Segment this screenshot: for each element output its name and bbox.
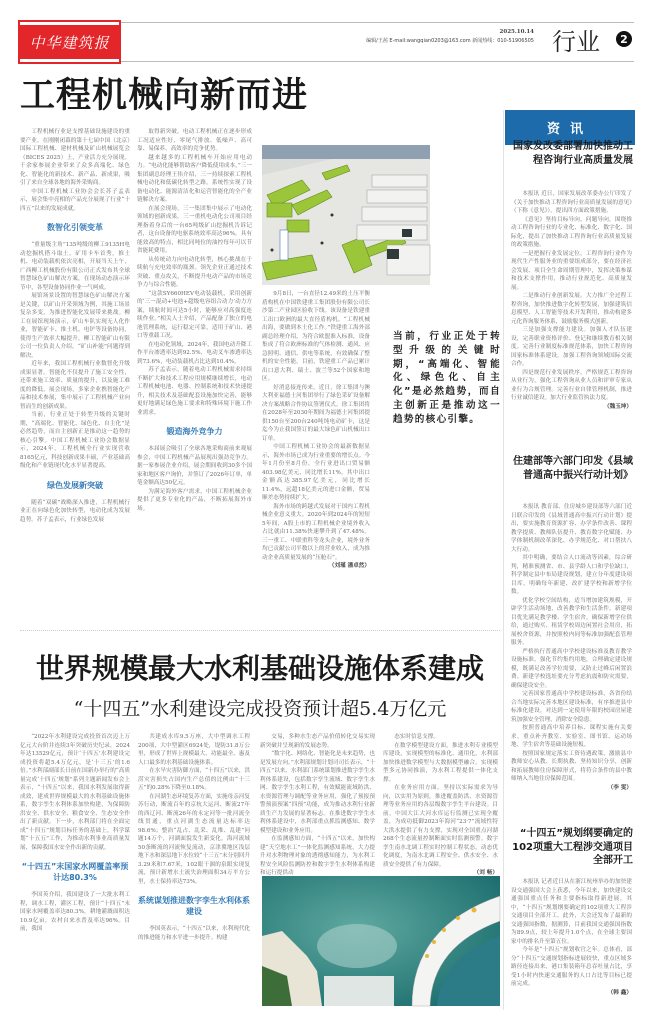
paragraph: 《意见》坚持目标导向、问题导向，围绕推动工程咨询行业的专业化、标准化、数字化、国际化，提出了加快推动工程咨询行业高质量发展的政策措施。 [511, 216, 632, 248]
article2-col1 [20, 733, 130, 1013]
article2-col4 [383, 733, 498, 876]
article2-headline: 世界规模最大水利基础设施体系建成 [35, 652, 484, 685]
expo-excavators-photo [262, 145, 430, 285]
subheading: 绿色发展新突破 [47, 480, 103, 490]
paragraph: 在数学模型建设方面，推进水利专业模型库建设，实现模型的标准化、通用化，水利部加快推进数学模型与大数据模型融合，实现模型多元协同推演，为水利工程提供一体化支撑。 [383, 742, 498, 783]
paragraph: 近年来，我国工程机械行业数智化升级成果显著。智能化不仅提升了施工安全性，还带来施工效率、质量的提升，以及施工难度的降低。展会现场，多家企业携智能化产品和技术参展，集中展示了工程机械产业向智而生的创新成果。 [20, 361, 130, 410]
paragraph: 态实时信息支撑。 [394, 734, 439, 740]
byline: （李 雯） [607, 784, 632, 791]
paragraph: 海外市场的跨越式发展对于国内工程机械企业意义重大。2020年到2024年的短短5年间，A股上市的工程机械企业境外收入占比就由11.38%快速攀升到了47.48%。三一重工、中联重科等龙头企业，境外业务均已贡献公司半数以上的营业收入，成为推动企业高质量发展的“压舱石”。 [262, 503, 370, 561]
paragraph: 今年是“十四五”规划收官之年。总体看，部分“十四五”交通规划指标进展较快，重点区域多路径连接出来，港口集装箱年总吞吐量占比，享受1小时内快速交通服务的人口占比等目标已提前完成。 [511, 947, 632, 987]
logo-text: 中华建筑报 [29, 33, 110, 52]
paragraph: 交易，多种水生态产品价值转化交易实现新突破并呈现新的发展态势。 [260, 734, 375, 749]
paragraph: 在监测感知方面，“十四五”以来，加快构建“天空地水工”一体化监测感知系统，大力提升对水利物理对象的透彻感知能力，为水利工程安全风险监测防控和数字孪生水利体系构建和运行提供动 [260, 836, 375, 876]
paragraph: 李国英表示，“十四五”以来，水利现代化的推进能力和水平进一步提升。构建 [138, 926, 251, 941]
paragraph: 四是规范行业发展秩序。严格规范工程咨询从业行为，强化工程咨询从业人员和评审专家从业行为合规管理。完善行业自律管理机制，推进行业诚信建设。加大行业监管执法力度。 [511, 369, 632, 401]
news-body [511, 190, 632, 430]
paragraph: 按照普通高中培养目标、课程实施有关要求，重点补齐教室、实验室、图书馆、运动场地、学生宿舍等基础设施短板。 [511, 725, 632, 748]
article-divider [20, 630, 500, 631]
paragraph: 展馆场景设置的智慧绿色矿山解决方案是关键，以矿山开采领域为例，其施工场景复杂多变，为推进智能化发展带来挑战。柳工在展馆现场演示，矿山车队实现无人化作业，智能矿卡、推土机、电铲等设备协同，使得生产效率大幅提升。柳工智能矿山有限公司一位负责人介绍，“矿山补能”问题得到解决。 [20, 293, 130, 359]
paragraph: 在河湖生态环境复苏方面，实施母亲河复苏行动，断流百年的京杭大运河、断流27年的西辽河、断流26年的永定河等一批河流全线贯通，重点河湖生态流量达标率达98.6%；整治“乱占、乱采、乱堆、乱建”问题14万个，河湖面貌发生新变化。海河流域50条断流的河流恢复流动，京津冀地区浅层地下水和深层地下水位较“十三五”末分别回升3.29米和7.67米，102眼干涸的泉眼实现复流，预计新增水土流失治理面积34万平方公里，水土保持率达73%。 [138, 793, 251, 885]
paragraph: 优化学校空间结构，适当增加建筑规模，开辟学生活动场地，改善教学和生活条件。新建项目优先满足教学楼、学生宿舍，确保新增学位供给，通过购买、租赁学校周边闲置社会用房，拓展校舍资源，并按照校内同等标准加强配套管理服务。 [511, 597, 632, 646]
paragraph: 本报讯 近日，国家发展改革委办公厅印发了《关于加快推动工程咨询行业高质量发展的意见》（下称《意见》），提出四方面政策措施。 [511, 191, 632, 214]
article1-col3 [262, 290, 370, 625]
paragraph: 9月8日，一台直径12.49米的土压平衡盾构机在中国铁建重工集团股份有限公司长沙第二产业园区验收下线。该设备是铁建重工出口欧洲的最大直径盾构机。“工程机械出海，要做到本土化工作。”铁建重工海外部副总经理介绍，为符合欧盟准入标准，设备集成了符合欧洲标准的气体检测、通风、应急照明、通信、供电等系统，有效确保了整机的安全性能。目前，铁建重工产品已累计出口意大利、瑞士、波兰等52个国家和地区。 [262, 291, 370, 382]
issue-date: 2025.10.14 [499, 29, 534, 35]
paragraph: 随着“双碳”战略深入推进，工程机械行业正在向绿色化加快转型，电动化成为发展趋势。苏子孟表示，行业绿色发展 [20, 499, 130, 523]
paragraph: 完善国家普通高中学校建设标准，各省份结合当地实际完善本地区建设标准，有序推进县中标准化建设。对达到一定使用年限的校园房屋建筑加强安全管理，消除安全隐患。 [511, 691, 632, 723]
dam-aerial-photo [262, 876, 500, 1006]
paragraph: 工程机械行业是支撑基础设施建设的重要产业。在刚刚闭幕的第十七届中国（北京）国际工程机械、建材机械及矿山机械展览会（BICES 2025）上，产业活力充分展现。千余家参展企业带来了众多高端化、绿色化、智能化的新技术、新产品、新成果，吸引了来自全球各地的海外采购商。 [20, 129, 130, 186]
paragraph: 在电动化领域，2024年，我国电动升降工作平台渗透率达到92.5%，电动叉车渗透率达到73.6%，电动装载机占比达到10.4%。 [137, 341, 252, 365]
article2-col2 [138, 733, 250, 1013]
news-body [511, 503, 632, 818]
byline: （魏玉坤） [604, 403, 632, 410]
article2-subheadline: “十四五”水利建设完成投资预计超5.4万亿元 [73, 698, 447, 720]
paragraph: 越来越多的工程机械车开始应用电动力。“电动化能够帮助客户降低使用成本，”三一集团副总经理王伟介绍，三一持续探索工程机械电动化和低碳化转型之路，系统性实现了设备电动化、能源清洁化和运营智能化的全产业链解决方案。 [137, 154, 252, 203]
article2-col3 [260, 733, 375, 876]
paragraph: 共建成水库9.5万座，大中型调水工程200项，大中型灌区6924处，堤防31.8万公里，形成了世界上规模最大、功能最全、惠及人口最多的水利基础设施体系。 [138, 734, 250, 766]
paragraph: “这款SY660HEV电动装载机，采用创新的‘三一混动+电池+超级电容组合动力’动力方案，续航时间可达5小时，能够应对高强度连续作业。”相关人士介绍，产品配备了独立的电池管理系统，运行稳定可靠，适用于矿山、港口等重载工况。 [137, 290, 252, 339]
paragraph: 当前，行业正处于转型升级的关键时期，“高端化、智能化、绿色化、自主化”是必然趋势，而自主创新正是推动这一趋势的核心引擎。中国工程机械工业协会数据显示，2024年，工程机械全行业实现营收8165亿元，科技创新成果丰硕，产业基础高级化和产业链现代化水平显著提高。 [20, 412, 130, 469]
paragraph: 本报讯 记者近日从在浙江杭州举办的加快建设交通强国大会上获悉，今年以来，加快建设交通强国重点任务和主要指标取得新进展，其中，“十四五”规划纲要确定的102项重大工程涉交通项目全部开工。此外，大会还发布了最新的交通强国指数，据测算，目前我国交通强国指数为89.9点，较上年提升1.0个点，在全球主要国家中的排名升至第五位。 [511, 879, 632, 945]
news-body [511, 878, 632, 1013]
news-title: “十四五”规划纲要确定的102项重大工程涉交通项目全部开工 [512, 828, 633, 866]
paragraph: 李国英介绍，我国建设了一大批水利工程，调水工程，灌区工程，预计“十四五”末国家水网覆盖率达80.3%，耕地灌溉面积达10.9亿亩，农村自来水普及率达96%。目前，我国 [20, 892, 130, 932]
sidebar-header: 资讯 [505, 110, 635, 145]
news-title: 住建部等六部门印发《县域普通高中振兴行动计划》 [513, 456, 633, 481]
article1-headline: 工程机械向新而进 [20, 76, 309, 116]
paragraph: 在水旱灾害防御方面，“十四五”以来，洪涝灾害损失占国内生产总值的比例由“十三五”的0.28%下降至0.18%。 [138, 768, 251, 791]
paragraph: 严格执行普通高中学校建设标准及教育教学设施标准，强化节约集约用地，合理确定建设规模，既满足改善学位需要，又防止过峰后闲置浪费。新建学校选址要充分考虑抗震和防灾需要，确保建设安全。 [511, 648, 632, 689]
editor-line: 编辑/王茜 E-mail:wangqian0203@163.com 新闻热线：010-51906505 [366, 38, 534, 44]
article1-col2 [137, 128, 252, 625]
byline: （刘瑾 潘卓然） [328, 563, 370, 569]
paragraph: 在展会现场，三一集团集中展示了电动化领域的创新成果。三一重机电动化公司项目经理指着身后的一台65吨级矿山挖掘机告诉记者，这台设备的电驱系统效率高达96%，具有能效高的特点，相比同吨位的油控每年可以节省能耗费用。 [137, 205, 252, 254]
subheading: “十四五”末国家水网覆盖率预计达80.3% [21, 862, 129, 882]
paragraph: 其中明确，要结合人口流动等因素，综合研判，精准预测省、市、县学龄人口和学位缺口，科学制定县中布局建设规划，建立分年度建设项目库，明确每年新建、改扩建学校和新增学位数。 [511, 555, 632, 595]
header-meta [366, 28, 534, 46]
paragraph: “2022年水利建设完成投资首次迈上万亿元大台阶并连续3年突破历史纪录，2024年达13529亿元，预计‘十四五’水利建设完成投资将超5.4万亿元，是‘十三五’的1.6倍。”水利部副部长日前在国新办举行的“高质量完成‘十四五’规划”系列主题新闻发布会上表示，“十四五”以来，我国水利发展取得新成效，建成世界规模最大的水利基础设施体系，数字孪生水利体系加快构建，为保障防洪安全、供水安全、粮食安全、生态安全作出了新贡献。下一步，水利部门将在全面完成“十四五”规划目标任务的基础上，科学谋划“十五五”工作，为推动水利事业高质量发展、保障我国水安全作出新的贡献。 [20, 734, 130, 851]
paragraph: 本届展会吸引了全球各地采购商前来观展参会，中国工程机械产品展现出强劲竞争力。据一家参展企业介绍，展会期间收到30多个国家和地区客户询价，并签订了2026年订单，单笔金额高达50亿元。 [137, 446, 252, 486]
paragraph: 从传统动力向电动化转型，核心挑战在于续航与充电效率的瓶颈。领先企业正通过技术突破、重点攻关，不断提升电动产品的市场竞争力与综合性能。 [137, 256, 252, 288]
paragraph: “数字化、网络化、智能化是未来趋势，也是发展方向。”水利部规划计划司司长表示，“十四五”以来，水利部门系统谋划推进数字孪生水利体系建设，包括数字孪生流域、数字孪生水网、数字孪生水利工程，有效赋能流域防洪、水资源管理与调配等业务应用，强化了预报预警预演预案“四预”功能，成为推动水利行业新质生产力发展的显著标志。在推进数字孪生水利体系建设中，水利部重点抓监测感知、数学模型建设和业务应用。 [260, 751, 375, 834]
paragraph: 好消息接连传来。近日，徐工集团与澳大利亚福德士河集团举行了绿色采矿设备解决方案战略合作协议签署仪式。徐工集团将在2028年至2030年期间为福德士河集团提供150台至200台240吨纯电动矿卡，这是迄今为止我国签订的最大绿色矿山机械出口订单。 [262, 384, 370, 442]
paragraph: 二是推动行业创新发展。大力推广全过程工程咨询，加快推进数字化转型发展，加强建筑信息模型、人工智能等技术开发利用，推动构建多元化咨询服务体系，鼓励服务模式创新。 [511, 293, 632, 325]
pull-quote: 当前，行业正处于转型升级的关键时期，“高端化、智能化、绿色化、自主化”是必然趋势，而自主创新正是推动这一趋势的核心引擎。 [393, 331, 501, 425]
paragraph: 为满足海外客户需求，中国工程机械企业提供了更多专业化的产品，不断拓展海外市场。 [137, 488, 252, 512]
paragraph: “重量级主角”135吨级的柳工9135H电动挖掘机搭斗取土，矿用卡车首秀，推土机、电动装载机依次亮相，开展当天上午，广西柳工机械股份有限公司正式发布其全球智慧绿色矿山解决方案，在现场动态演示环节中，各型设备协同作业一气呵成。 [20, 242, 130, 291]
page-number: 2 [616, 31, 632, 47]
paragraph: 本报讯 教育部、住房城乡建设部等六部门近日联合印发的《县域普通高中振兴行动计划》提出，要实施教育资源扩容、办学条件改善、课程教学提质、教师队伍提升、教育数字化赋能、办学体制机制改革深化、办学规范化、对口帮扶八大行动。 [511, 504, 632, 553]
paragraph: 苏子孟表示，随着电动工程机械需求持续不断扩大和技术工程应用规模继续增长，电动工程机械电池、电器、控制系统和技术快速提升，相关技术及基础配套设施加快完善，能够更好地满足绿色施工要求和特殊环境下施工作业需求。 [137, 367, 252, 416]
article1-col1 [20, 128, 130, 625]
sidebar-divider [503, 110, 504, 1010]
paragraph: 中国工程机械工业协会的最新数据显示，海外市场已成为行业重要的增长点。今年1月份至8月份，全行业进出口贸易额403.98亿美元，同比增长11%，其中出口金额高达385.97亿美元，同比增长11.4%，远超18亿美元的进口金额，贸易顺差态势持续扩大。 [262, 444, 370, 501]
byline: （刘 畅） [473, 870, 498, 876]
subheading: 数智化引领变革 [47, 223, 103, 232]
paragraph: 在业务应用方面，坚持以实际需求为导向，以实用为原则，推进覆盖防洪、水资源管理等业务应用的各层级数字孪生平台建设。目前，中国大江大河水库运行监测已实现全覆盖，为成功抵御2023年海河“23·7”流域性特大洪水提供了有力支撑，实现对全国重点河湖268个生态流量控制断面实时监测预警。数字孪生南水北调工程实时控制工程状态，动态优化调度，为南水北调工程安全、供水安全、水质安全提供了有力保障。 [383, 785, 498, 868]
news-title: 国家发改委部署加快推动工程咨询行业高质量发展 [513, 141, 633, 166]
paragraph: 三是加强支撑能力建设。加强人才队伍建设，完善职业资格评价、登记和继续教育相关制度。完善行业制度标准规范体系，加快工程咨询国家标准体系建设。加强工程咨询领域国际交流合作。 [511, 327, 632, 367]
subheading: 系统谋划推进数字孪生水利体系建设 [138, 896, 250, 916]
section-title: 行业 [552, 28, 600, 56]
byline: （韩 鑫） [607, 989, 632, 996]
paragraph: 按照国家规定落实工资待遇政策，激励县中教师安心从教、长期执教、坚持知识分享，创新和拓展教师住房保障形式，将符合条件的县中教师纳入当地住房保障范围。 [511, 750, 632, 782]
paragraph: 取得新突破。电动工程机械正在逐步形成工况适应性好、零尾气排放、低噪声、高可靠、易保养、高效率的竞争优势。 [137, 129, 252, 152]
paragraph: 中国工程机械工业协会会长苏子孟表示，展会集中亮相的产品充分展现了行业“十四五”以来的发展成就。 [20, 188, 130, 212]
subheading: 锻造海外竞争力 [166, 427, 223, 436]
newspaper-logo [20, 22, 119, 62]
paragraph: 一是把握行业发展定位。工程咨询行业作为现代生产性服务业的重要组成部分，要在经济社会发展、项目全生命周期管理中，发挥决策参谋和技术支撑作用，推动行业规范化、高质量发展。 [511, 250, 632, 291]
